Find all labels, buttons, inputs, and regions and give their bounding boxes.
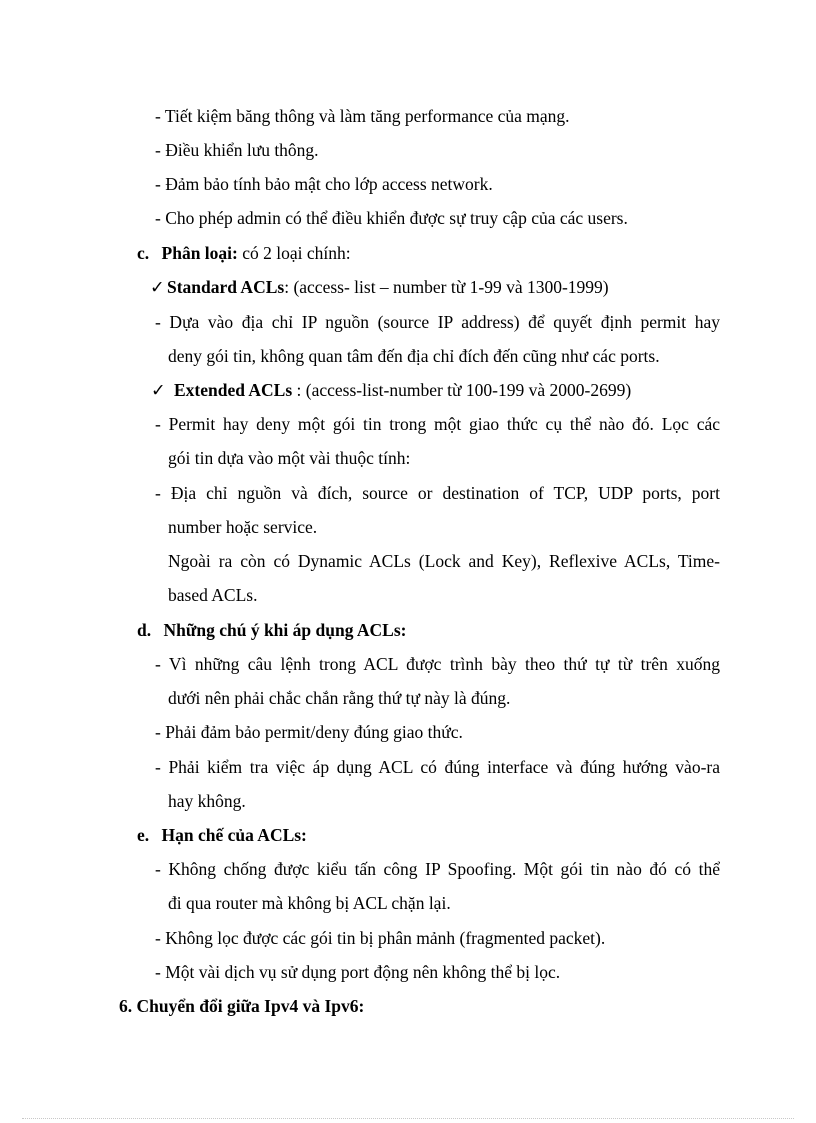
standard-acls-title: Standard ACLs [167,277,285,297]
extended-acls-range: : (access-list-number từ 100-199 và 2000-2699) [292,380,632,400]
limitation-item: đi qua router mà không bị ACL chặn lại. [168,893,451,913]
section-d-title: Những chú ý khi áp dụng ACLs: [163,620,407,640]
extended-acls-line [151,378,631,402]
extended-desc-line: number hoặc service. [168,517,318,537]
benefit-item: - Đảm bảo tính bảo mật cho lớp access network. [155,174,493,194]
extended-desc-line: - Permit hay deny một gói tin trong một giao thức cụ thể nào đó. Lọc các [155,414,720,434]
standard-desc-line: deny gói tin, không quan tâm đến địa chỉ đích đến cũng như các ports. [168,346,660,366]
section-d-heading [137,618,406,642]
benefit-item: - Tiết kiệm băng thông và làm tăng performance của mạng. [155,106,570,126]
caution-item: - Phải kiểm tra việc áp dụng ACL có đúng interface và đúng hướng vào-ra [155,757,720,777]
extended-desc-line: - Địa chỉ nguồn và đích, source or destination of TCP, UDP ports, port [155,483,720,503]
checkmark-icon: ✓ [150,277,165,297]
limitation-item: - Một vài dịch vụ sử dụng port động nên không thể bị lọc. [155,962,561,982]
extended-acls-title: Extended ACLs [174,380,293,400]
caution-item: - Vì những câu lệnh trong ACL được trình bày theo thứ tự từ trên xuống [155,654,720,674]
other-acls-line: Ngoài ra còn có Dynamic ACLs (Lock and Key), Reflexive ACLs, Time- [168,551,720,571]
page-bottom-rule [22,1118,794,1119]
caution-item: dưới nên phải chắc chắn rằng thứ tự này là đúng. [168,688,511,708]
section-d-label: d. [137,620,152,640]
checkmark-icon: ✓ [151,380,166,400]
limitation-item: - Không lọc được các gói tin bị phân mảnh (fragmented packet). [155,928,606,948]
section-c-title: Phân loại: [161,243,238,263]
standard-desc-line: - Dựa vào địa chỉ IP nguồn (source IP address) để quyết định permit hay [155,312,720,332]
section-c-label: c. [137,243,150,263]
extended-desc-line: gói tin dựa vào một vài thuộc tính: [168,448,411,468]
benefit-item: - Cho phép admin có thể điều khiển được sự truy cập của các users. [155,208,628,228]
other-acls-line: based ACLs. [168,585,258,605]
benefit-item: - Điều khiển lưu thông. [155,140,319,160]
standard-acls-line [150,275,609,299]
caution-item: hay không. [168,791,246,811]
standard-acls-range: : (access- list – number từ 1-99 và 1300-1999) [284,277,609,297]
caution-item: - Phải đảm bảo permit/deny đúng giao thức. [155,722,463,742]
section-c-heading [137,241,351,265]
section-e-title: Hạn chế của ACLs: [161,825,307,845]
section-c-title-rest: có 2 loại chính: [237,243,351,263]
section-e-label: e. [137,825,150,845]
section-e-heading [137,823,307,847]
section-6-heading: 6. Chuyển đổi giữa Ipv4 và Ipv6: [119,996,365,1016]
limitation-item: - Không chống được kiểu tấn công IP Spoofing. Một gói tin nào đó có thể [155,859,720,879]
